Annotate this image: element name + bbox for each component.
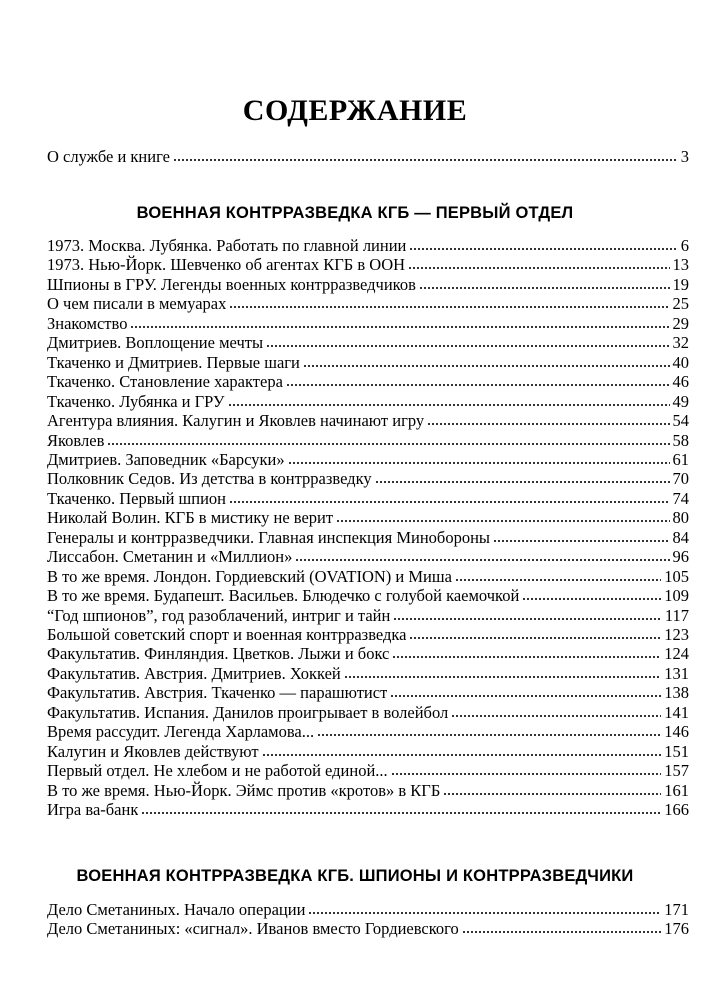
dot-leader [317, 733, 661, 737]
dot-leader [443, 792, 661, 796]
toc-entry [47, 236, 689, 256]
toc-entry-title: Дело Сметаниных: «сигнал». Иванов вместо Гордиевского [47, 919, 459, 938]
dot-leader [262, 753, 662, 757]
toc-entry-page-number: 46 [672, 372, 689, 391]
dot-leader [392, 655, 661, 659]
toc-entry-page-number: 157 [664, 761, 689, 780]
toc-entry-title: Агентура влияния. Калугин и Яковлев начинают игру [47, 411, 425, 430]
toc-entry-title: Факультатив. Австрия. Дмитриев. Хоккей [47, 664, 341, 683]
dot-leader [462, 930, 661, 934]
toc-entry-page-number: 176 [664, 919, 689, 938]
dot-leader [455, 578, 661, 582]
toc-entry [47, 900, 689, 920]
toc-entry [47, 722, 689, 742]
toc-entry-page-number: 166 [664, 800, 689, 819]
dot-leader [228, 403, 670, 407]
toc-entry [47, 469, 689, 489]
toc-entry-page-number: 61 [672, 450, 689, 469]
dot-leader [308, 911, 661, 915]
toc-entry-page-number: 3 [680, 147, 689, 166]
dot-leader [391, 772, 662, 776]
toc-entry-page-number: 84 [672, 528, 689, 547]
toc-entry-page-number: 109 [664, 586, 689, 605]
toc-entry-title: Дмитриев. Заповедник «Барсуки» [47, 450, 285, 469]
toc-entry-title: Ткаченко. Первый шпион [47, 489, 226, 508]
toc-entry-page-number: 74 [672, 489, 689, 508]
toc-entry-title: Шпионы в ГРУ. Легенды военных контрразведчиков [47, 275, 416, 294]
toc-entry [47, 625, 689, 645]
dot-leader [390, 694, 661, 698]
toc-entry-title: Факультатив. Испания. Данилов проигрывает в волейбол [47, 703, 449, 722]
dot-leader [229, 305, 669, 309]
toc-entry-page-number: 80 [672, 508, 689, 527]
toc-entry-page-number: 151 [664, 742, 689, 761]
dot-leader [375, 480, 670, 484]
toc-entry [47, 314, 689, 334]
dot-leader [286, 383, 670, 387]
toc-entry [47, 508, 689, 528]
toc-entry-title: Первый отдел. Не хлебом и не работой единой... [47, 761, 388, 780]
toc-entry [47, 781, 689, 801]
toc-entry-page-number: 25 [672, 294, 689, 313]
toc-entry-title: 1973. Нью-Йорк. Шевченко об агентах КГБ в ООН [47, 255, 406, 274]
toc-entry-page-number: 29 [672, 314, 689, 333]
dot-leader [393, 617, 662, 621]
toc-entry-title: “Год шпионов”, год разоблачений, интриг и тайн [47, 606, 391, 625]
dot-leader [141, 811, 661, 815]
toc-entry-title: О чем писали в мемуарах [47, 294, 227, 313]
toc-entry-page-number: 96 [672, 547, 689, 566]
toc-entry-page-number: 19 [672, 275, 689, 294]
toc-entry-title: Николай Волин. КГБ в мистику не верит [47, 508, 334, 527]
toc-entry-title: Дело Сметаниных. Начало операции [47, 900, 306, 919]
toc-entry [47, 586, 689, 606]
toc-entry [47, 919, 689, 939]
toc-entry-title: Полковник Седов. Из детства в контрразведку [47, 469, 372, 488]
toc-entry-page-number: 146 [664, 722, 689, 741]
toc-entry-page-number: 131 [664, 664, 689, 683]
toc-entry-page-number: 54 [672, 411, 689, 430]
toc-entry-title: В то же время. Будапешт. Васильев. Блюдечко с голубой каемочкой [47, 586, 520, 605]
toc-entry [47, 431, 689, 451]
toc-entry-page-number: 70 [672, 469, 689, 488]
dot-leader [409, 636, 661, 640]
toc-entry-title: Время рассудит. Легенда Харламова... [47, 722, 315, 741]
toc-entry [47, 800, 689, 820]
section-heading: ВОЕННАЯ КОНТРРАЗВЕДКА КГБ. ШПИОНЫ И КОНТРРАЗВЕДЧИКИ [76, 867, 634, 885]
dot-leader [173, 158, 678, 162]
toc-entry [47, 392, 689, 412]
section-heading: ВОЕННАЯ КОНТРРАЗВЕДКА КГБ — ПЕРВЫЙ ОТДЕЛ [136, 204, 574, 222]
toc-entry-title: 1973. Москва. Лубянка. Работать по главной линии [47, 236, 407, 255]
toc-entry-title: Ткаченко. Лубянка и ГРУ [47, 392, 225, 411]
toc-entry-page-number: 40 [672, 353, 689, 372]
toc-entry [47, 703, 689, 723]
dot-leader [266, 344, 669, 348]
toc-entry-page-number: 123 [664, 625, 689, 644]
page-title: СОДЕРЖАНИЕ [242, 94, 468, 127]
dot-leader [493, 539, 670, 543]
toc-entry-title: Дмитриев. Воплощение мечты [47, 333, 264, 352]
dot-leader [427, 422, 669, 426]
toc-entry-title: Ткаченко и Дмитриев. Первые шаги [47, 353, 300, 372]
toc-entry [47, 411, 689, 431]
toc-entry [47, 606, 689, 626]
toc-entry-title: Генералы и контрразведчики. Главная инспекция Минобороны [47, 528, 490, 547]
toc-entry-title: Игра ва-банк [47, 800, 139, 819]
toc-entry-title: Факультатив. Австрия. Ткаченко — парашютист [47, 683, 388, 702]
toc-entry-page-number: 58 [672, 431, 689, 450]
toc-entry [47, 644, 689, 664]
dot-leader [419, 286, 670, 290]
toc-entry [47, 450, 689, 470]
toc-entry-page-number: 171 [664, 900, 689, 919]
dot-leader [336, 519, 669, 523]
toc-entry [47, 567, 689, 587]
dot-leader [408, 266, 669, 270]
toc-entry-title: Яковлев [47, 431, 105, 450]
toc-entry [47, 528, 689, 548]
toc-entry-page-number: 124 [664, 644, 689, 663]
toc-entry-title: Калугин и Яковлев действуют [47, 742, 259, 761]
dot-leader [522, 597, 661, 601]
toc-entry-title: Факультатив. Финляндия. Цветков. Лыжи и бокс [47, 644, 390, 663]
toc-entry-title: Знакомство [47, 314, 128, 333]
toc-entry-title: В то же время. Лондон. Гордиевский (OVATION) и Миша [47, 567, 452, 586]
toc-entry-page-number: 49 [672, 392, 689, 411]
toc-entry [47, 742, 689, 762]
dot-leader [229, 500, 670, 504]
toc-entry [47, 664, 689, 684]
toc-entry-title: В то же время. Нью-Йорк. Эймс против «кротов» в КГБ [47, 781, 441, 800]
dot-leader [303, 364, 670, 368]
dot-leader [295, 558, 669, 562]
toc-entry [47, 353, 689, 373]
toc-entry [47, 372, 689, 392]
toc-entry [47, 683, 689, 703]
dot-leader [288, 461, 670, 465]
toc-entry-page-number: 13 [672, 255, 689, 274]
dot-leader [409, 247, 677, 251]
toc-entry-page-number: 141 [664, 703, 689, 722]
toc-entry [47, 333, 689, 353]
toc-entry-page-number: 32 [672, 333, 689, 352]
toc-entry-page-number: 161 [664, 781, 689, 800]
dot-leader [130, 325, 669, 329]
toc-entry [47, 761, 689, 781]
toc-entry-page-number: 138 [664, 683, 689, 702]
toc-entry [47, 547, 689, 567]
dot-leader [451, 714, 661, 718]
toc-entry-title: О службе и книге [47, 147, 170, 166]
toc-entry [47, 294, 689, 314]
toc-entry [47, 255, 689, 275]
toc-entry-page-number: 105 [664, 567, 689, 586]
toc-entry-title: Лиссабон. Сметанин и «Миллион» [47, 547, 293, 566]
toc-entry-title: Большой советский спорт и военная контрразведка [47, 625, 407, 644]
toc-entry-title: Ткаченко. Становление характера [47, 372, 283, 391]
toc-entry-page-number: 6 [680, 236, 689, 255]
dot-leader [344, 675, 662, 679]
toc-entry-page-number: 117 [664, 606, 689, 625]
toc-entry [47, 275, 689, 295]
dot-leader [107, 442, 669, 446]
toc-entry [47, 147, 689, 167]
toc-entry [47, 489, 689, 509]
